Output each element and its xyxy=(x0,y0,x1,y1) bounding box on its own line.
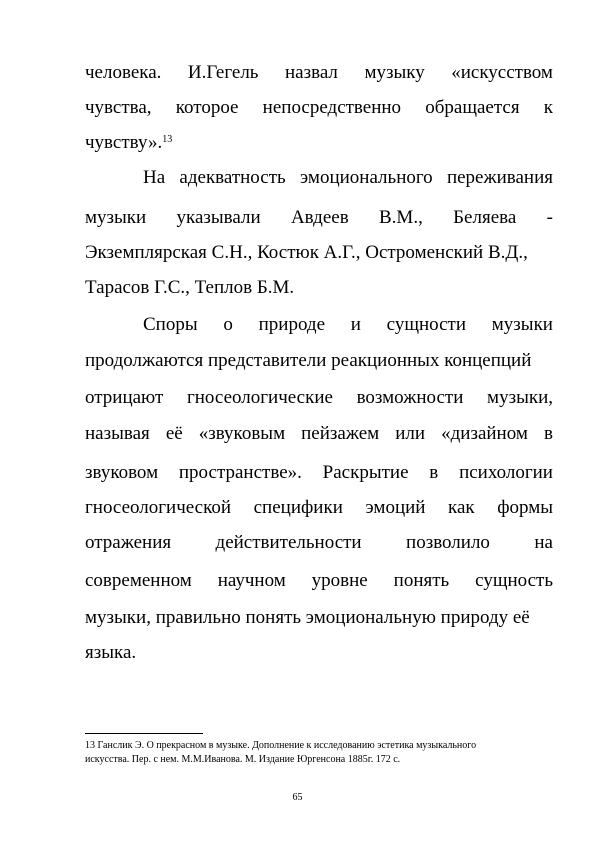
footnote-ref: 13 xyxy=(162,134,173,145)
body-line xyxy=(85,207,553,229)
body-word: непосредственно xyxy=(262,97,402,118)
body-word: на xyxy=(534,532,553,553)
body-word: указывали xyxy=(176,207,261,228)
body-line xyxy=(85,350,553,372)
body-word: чувству».$^{13}$ xyxy=(85,132,173,153)
body-word: современном xyxy=(85,570,192,591)
body-word: Тарасов Г.С., Теплов Б.М. xyxy=(85,277,295,298)
body-word: пространстве». xyxy=(178,462,302,483)
body-line xyxy=(85,642,553,664)
body-word: эмоционального xyxy=(299,167,433,188)
body-word: к xyxy=(543,97,553,118)
body-word: И.Гегель xyxy=(187,62,259,83)
body-word: отражения xyxy=(85,532,172,553)
body-word: музыки, xyxy=(487,387,553,408)
page-number: 65 xyxy=(292,792,303,803)
body-word: «звуковым xyxy=(198,423,286,444)
body-word: эмоций xyxy=(365,497,426,518)
body-word: Экземплярская С.Н., Костюк А.Г., Остроменский В.Д., xyxy=(85,242,528,263)
body-word: о xyxy=(223,314,233,335)
body-word: адекватность xyxy=(179,167,286,188)
body-line xyxy=(143,314,553,336)
body-word: Споры xyxy=(143,314,198,335)
body-word: Раскрытие xyxy=(322,462,409,483)
body-word: научном xyxy=(217,570,286,591)
body-word: «дизайном xyxy=(441,423,528,444)
body-line xyxy=(85,97,553,119)
footnote-line-1: 13 Ганслик Э. О прекрасном в музыке. Дополнение к исследованию эстетика музыкального xyxy=(85,740,477,751)
body-word: переживания xyxy=(446,167,553,188)
body-line xyxy=(85,423,553,445)
body-word: её xyxy=(165,423,183,444)
body-word: и xyxy=(350,314,361,335)
body-word: сущность xyxy=(475,570,553,591)
footnote-line-2: искусства. Пер. с нем. М.М.Иванова. М. Издание Юргенсона 1885г. 172 с. xyxy=(85,754,401,765)
body-word: в xyxy=(429,462,439,483)
body-line xyxy=(85,570,553,592)
body-word: понять xyxy=(393,570,450,591)
body-word: формы xyxy=(497,497,553,518)
body-word: как xyxy=(448,497,475,518)
body-word: чувства, xyxy=(85,97,152,118)
body-line xyxy=(85,277,553,299)
body-word: возможности xyxy=(356,387,464,408)
body-word: гносеологической xyxy=(85,497,232,518)
body-word: или xyxy=(395,423,426,444)
body-word: уровне xyxy=(311,570,368,591)
body-word: пейзажем xyxy=(301,423,380,444)
body-line xyxy=(85,462,553,484)
body-word: природе xyxy=(258,314,325,335)
body-word: называя xyxy=(85,423,150,444)
body-word: обращается xyxy=(425,97,520,118)
body-word: «искусством xyxy=(451,62,553,83)
body-line xyxy=(85,532,553,554)
body-word: отрицают xyxy=(85,387,164,408)
body-word: музыки xyxy=(491,314,553,335)
body-word: психологии xyxy=(459,462,553,483)
body-word: сущности xyxy=(386,314,467,335)
body-word: продолжаются представители реакционных концепций xyxy=(85,350,532,371)
body-word: человека. xyxy=(85,62,162,83)
body-word: языка. xyxy=(85,642,137,663)
body-word: в xyxy=(543,423,553,444)
body-word: специфики xyxy=(253,497,343,518)
body-line xyxy=(85,132,553,154)
body-word: музыку xyxy=(364,62,425,83)
footnote-divider xyxy=(85,733,203,734)
body-line xyxy=(85,497,553,519)
body-word: позволило xyxy=(406,532,490,553)
body-word: которое xyxy=(175,97,239,118)
body-word: музыки xyxy=(85,207,147,228)
body-line xyxy=(85,387,553,409)
body-word: звуковом xyxy=(85,462,159,483)
body-line xyxy=(143,167,553,189)
body-line xyxy=(85,607,553,629)
body-word: действительности xyxy=(215,532,362,553)
body-word: На xyxy=(143,167,166,188)
body-line xyxy=(85,62,553,84)
body-word: Авдеев xyxy=(290,207,349,228)
body-word: гносеологические xyxy=(186,387,333,408)
body-word: - xyxy=(546,207,553,228)
body-word: назвал xyxy=(285,62,338,83)
body-word: музыки, правильно понять эмоциональную природу её xyxy=(85,607,530,628)
body-word: Беляева xyxy=(453,207,517,228)
body-line xyxy=(85,242,553,264)
body-word: В.М., xyxy=(379,207,423,228)
